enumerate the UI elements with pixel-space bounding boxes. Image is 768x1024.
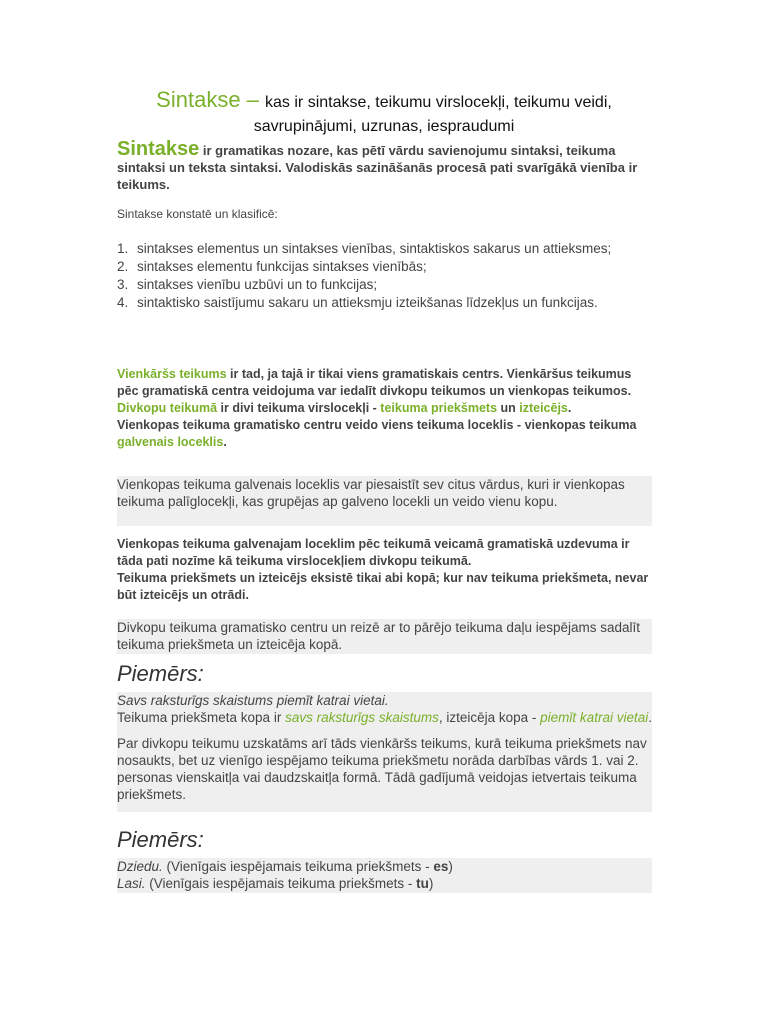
example-close: ) — [428, 876, 434, 891]
list-text: sintakses elementus un sintakses vienības, sintaktiskos sakarus un attieksmes; — [137, 241, 612, 256]
implied-pronoun: tu — [416, 876, 429, 891]
term-main-member: galvenais loceklis — [117, 435, 224, 449]
title-keyword: Sintakse — [156, 87, 241, 112]
example-heading: Piemērs: — [117, 661, 204, 686]
predicate-group-example: piemīt katrai vietai — [540, 710, 649, 725]
list-text: sintaktisko saistījumu sakaru un attieksmju izteikšanas līdzekļus un funkcijas. — [137, 295, 598, 310]
page-title — [0, 88, 768, 139]
implied-subject-para: Par divkopu teikumu uzskatāms arī tāds vienkāršs teikums, kurā teikuma priekšmets nav nosaukts, bet uz vienīgo iespējamo teikuma priekšmetu norāda darbības vārds 1. vai 2. personas vienskaitļa vai daudzskaitļa formā. Tādā gadījumā veidojas ietvertais teikuma priekšmets. — [117, 736, 647, 802]
analysis-text-a: Teikuma priekšmeta kopa ir — [117, 710, 286, 725]
two-part-connector: un — [497, 401, 520, 415]
list-item — [117, 294, 617, 312]
term-two-part: Divkopu teikumā — [117, 401, 218, 415]
list-number: 3. — [117, 277, 129, 292]
example-box-2 — [117, 858, 652, 893]
term-simple-sentence: Vienkāršs teikums — [117, 367, 227, 381]
example-sentence: Savs raksturīgs skaistums piemīt katrai vietai. — [117, 693, 389, 708]
subject-group-example: savs raksturīgs skaistums — [285, 710, 439, 725]
two-part-end: . — [567, 401, 572, 415]
list-text: sintakses vienību uzbūvi un to funkcijas; — [137, 277, 378, 292]
list-item — [117, 240, 617, 258]
analysis-end: . — [648, 710, 652, 725]
example-verb: Dziedu. — [117, 859, 163, 874]
list-item — [117, 276, 617, 294]
example-heading-2: Piemērs: — [117, 827, 204, 852]
list-text: sintakses elementu funkcijas sintakses vienībās; — [137, 259, 427, 274]
example-verb: Lasi. — [117, 876, 146, 891]
example-box-1 — [117, 692, 652, 812]
subject-predicate-notes — [117, 536, 652, 604]
term-predicate: izteicējs — [519, 401, 568, 415]
two-part-sentence-para — [117, 400, 652, 417]
one-part-end: . — [223, 435, 227, 449]
simple-sentence-text: ir tad, ja tajā ir tikai viens gramatiskais centrs. Vienkāršus teikumus pēc gramatiskā centra veidojuma var iedalīt divkopu teikumos un vienkopas teikumos. — [117, 367, 632, 398]
term-subject: teikuma priekšmets — [380, 401, 498, 415]
example-close: ) — [448, 859, 453, 874]
title-subtitle-part1: kas ir sintakse, teikumu virslocekļi, teikumu veidi, — [265, 94, 612, 111]
analysis-text-b: , izteicēja kopa - — [438, 710, 541, 725]
list-number: 1. — [117, 241, 129, 256]
example-line — [117, 875, 652, 892]
title-dash: – — [240, 87, 266, 112]
simple-sentence-definitions — [117, 366, 652, 451]
simple-sentence-para — [117, 366, 652, 400]
example-explanation: (Vienīgais iespējamais teikuma priekšmets - — [162, 859, 434, 874]
example-line — [117, 858, 652, 875]
list-item — [117, 258, 617, 276]
title-line-1 — [0, 88, 768, 115]
intro-keyword: Sintakse — [117, 138, 200, 160]
list-number: 2. — [117, 259, 129, 274]
one-part-sentence-para — [117, 417, 652, 451]
two-part-text: ir divi teikuma virslocekļi - — [217, 401, 381, 415]
implied-pronoun: es — [433, 859, 449, 874]
example-explanation: (Vienīgais iespējamais teikuma priekšmets - — [145, 876, 417, 891]
example-analysis — [117, 709, 652, 726]
one-part-text: Vienkopas teikuma gramatisko centru veido viens teikuma loceklis - vienkopas teikuma — [117, 418, 637, 432]
main-member-role-para: Vienkopas teikuma galvenajam loceklim pēc teikumā veicamā gramatiskā uzdevuma ir tāda pati nozīme kā teikuma virslocekļiem divkopu teikumā. — [117, 537, 630, 568]
intro-text: ir gramatikas nozare, kas pētī vārdu savienojumu sintaksi, teikuma sintaksi un teksta sintaksi. Valodiskās sazināšanās procesā pati svarīgākā vienība ir teikums. — [117, 143, 638, 192]
intro-paragraph — [117, 138, 657, 193]
subject-predicate-coexist-para: Teikuma priekšmets un izteicējs eksistē tikai abi kopā; kur nav teikuma priekšmeta, nevar būt izteicējs un otrādi. — [117, 571, 649, 602]
note-box-main-member: Vienkopas teikuma galvenais loceklis var piesaistīt sev citus vārdus, kuri ir vienkopas teikuma palīglocekļi, kas grupējas ap galveno locekli un veido vienu kopu. — [117, 476, 652, 526]
classify-label: Sintakse konstatē un klasificē: — [117, 207, 278, 221]
list-number: 4. — [117, 295, 129, 310]
title-line-2: savrupinājumi, uzrunas, iespraudumi — [253, 118, 515, 135]
classification-list — [117, 240, 617, 312]
note-box-grammatical-center: Divkopu teikuma gramatisko centru un reizē ar to pārējo teikuma daļu iespējams sadalīt teikuma priekšmeta un izteicēja kopā. — [117, 619, 652, 654]
